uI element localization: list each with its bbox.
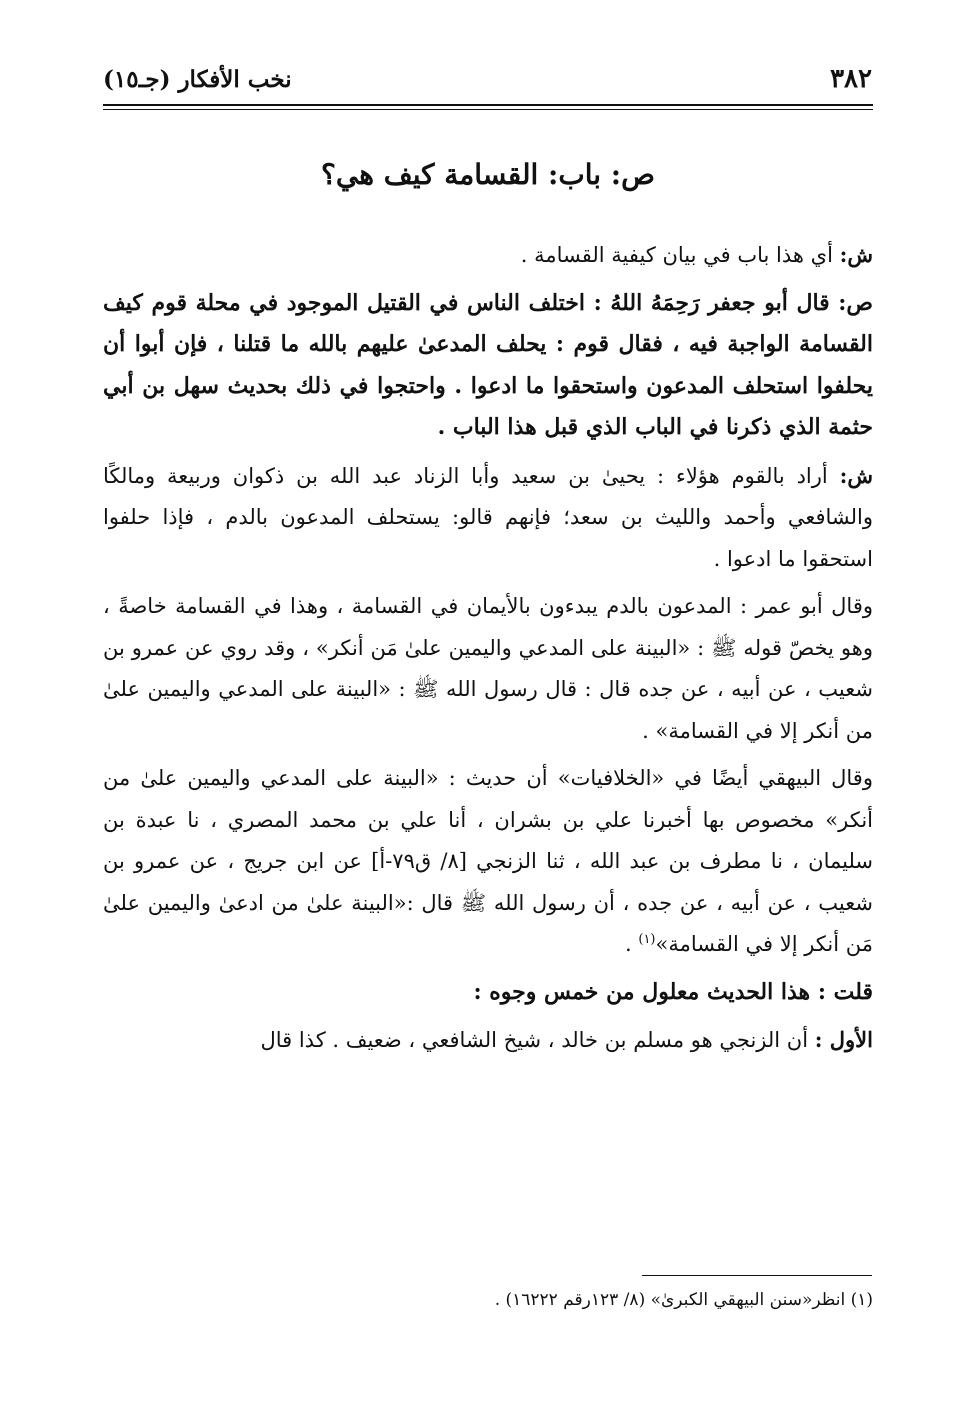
paragraph-7 <box>103 1019 873 1062</box>
paragraph-lead: الأول : <box>814 1027 873 1052</box>
paragraph-6 <box>103 972 873 1014</box>
paragraph-lead: ش: <box>839 462 873 488</box>
paragraph-tail: . <box>625 932 639 956</box>
paragraph-1 <box>103 234 873 277</box>
chapter-heading: ص: باب: القسامة كيف هي؟ <box>321 158 655 191</box>
paragraph-4 <box>103 586 873 752</box>
paragraph-2 <box>103 283 873 449</box>
paragraph-text: قلت : هذا الحديث معلول من خمس وجوه : <box>473 978 873 1005</box>
paragraph-lead: ص: <box>838 289 873 316</box>
paragraph-text: وقال أبو عمر : المدعون بالدم يبدءون بالأيمان في القسامة ، وهذا في القسامة خاصةً ، وهو يخصّ قوله ﷺ : «البينة على المدعي واليمين علىٰ مَن أنكر» ، وقد روي عن عمرو بن شعيب ، عن أبيه ، عن جده قال : قال رسول الله ﷺ : «البينة على المدعي واليمين علىٰ من أنكر إلا في القسامة» . <box>103 594 873 743</box>
paragraph-text: قال أبو جعفر رَحِمَهُ اللهُ : اختلف الناس في القتيل الموجود في محلة قوم كيف القسامة الواجبة فيه ، فقال قوم : يحلف المدعىٰ عليهم بالله ما قتلنا ، فإن أبوا أن يحلفوا استحلف المدعون واستحقوا ما ادعوا . واحتجوا في ذلك بحديث سهل بن أبي حثمة الذي ذكرنا في الباب الذي قبل هذا الباب . <box>103 289 873 440</box>
paragraph-text: أي هذا باب في بيان كيفية القسامة . <box>520 243 840 267</box>
footnote-rule <box>642 1275 872 1276</box>
paragraph-text: وقال البيهقي أيضًا في «الخلافيات» أن حديث : «البينة على المدعي واليمين علىٰ من أنكر» مخصوص بها أخبرنا علي بن بشران ، أنا علي بن محمد المصري ، نا عبدة بن سليمان ، نا مطرف بن عبد الله ، ثنا الزنجي [٨/ ق٧٩-أ] عن ابن جريج ، عن عمرو بن شعيب ، عن أبيه ، عن جده ، أن رسول الله ﷺ قال :«البينة علىٰ من ادعىٰ واليمين علىٰ مَن أنكر إلا في القسامة» <box>103 766 874 956</box>
running-header <box>103 60 872 100</box>
footnote: (١) انظر«سنن البيهقي الكبرىٰ» (٨/ ١٢٣رقم ١٦٢٢٢) . <box>494 1290 873 1310</box>
paragraph-lead: ش: <box>839 242 873 267</box>
page-number: ٣٨٢ <box>830 64 872 94</box>
paragraph-3 <box>103 455 873 581</box>
paragraph-text: أراد بالقوم هؤلاء : يحيىٰ بن سعيد وأبا الزناد عبد الله بن ذكوان وربيعة ومالكًا والشافعي وأحمد والليث بن سعد؛ فإنهم قالو: يستحلف المدعون بالدم ، فإذا حلفوا استحقوا ما ادعوا . <box>103 463 873 571</box>
body-text <box>103 234 873 1068</box>
book-title: نخب الأفكار (جـ١٥) <box>103 66 292 93</box>
paragraph-5 <box>103 758 873 966</box>
footnote-reference[interactable]: (١) <box>638 932 656 947</box>
header-rule <box>103 104 873 110</box>
paragraph-text: أن الزنجي هو مسلم بن خالد ، شيخ الشافعي ، ضعيف . كذا قال <box>260 1028 815 1052</box>
